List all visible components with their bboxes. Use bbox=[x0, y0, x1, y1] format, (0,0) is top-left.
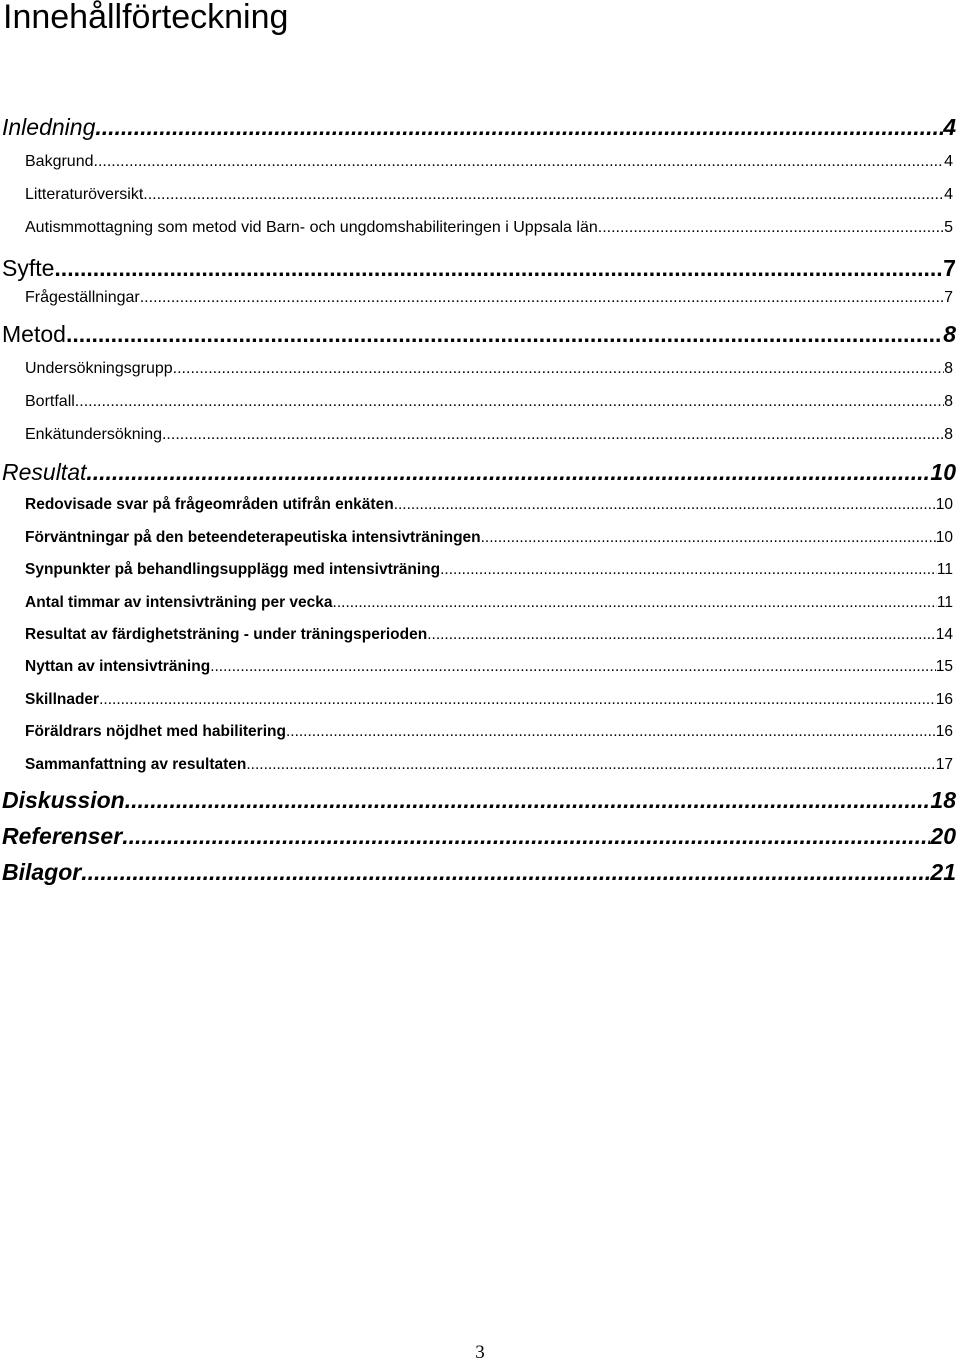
toc-dot-leader bbox=[173, 358, 944, 380]
toc-dot-leader bbox=[440, 559, 937, 581]
toc-entry-title: Skillnader bbox=[25, 691, 100, 708]
toc-entry-title: Resultat bbox=[2, 459, 87, 485]
toc-entry-fragestallningar[interactable] bbox=[25, 287, 953, 309]
toc-entry-title: Litteraturöversikt bbox=[25, 186, 144, 203]
toc-page-number: 5 bbox=[944, 219, 953, 236]
toc-page-number: 15 bbox=[935, 658, 953, 675]
toc-entry-bortfall[interactable] bbox=[25, 391, 953, 413]
toc-entry-title: Redovisade svar på frågeområden utifrån enkäten bbox=[25, 496, 394, 513]
toc-entry-title: Autismmottagning som metod vid Barn- och ungdomshabiliteringen i Uppsala län bbox=[25, 219, 598, 236]
toc-entry-bakgrund[interactable] bbox=[25, 151, 953, 173]
toc-dot-leader bbox=[210, 656, 936, 678]
toc-entry-referenser[interactable] bbox=[2, 821, 956, 851]
toc-dot-leader bbox=[481, 527, 936, 549]
toc-entry-title: Inledning bbox=[2, 114, 96, 140]
toc-page-number: 8 bbox=[944, 360, 953, 377]
toc-dot-leader bbox=[66, 319, 943, 349]
toc-entry-undersokningsgrupp[interactable] bbox=[25, 358, 953, 380]
toc-page-number: 10 bbox=[930, 459, 956, 485]
toc-page-number: 11 bbox=[936, 594, 953, 611]
toc-dot-leader bbox=[598, 217, 944, 239]
toc-entry-title: Antal timmar av intensivträning per vecka bbox=[25, 594, 333, 611]
toc-entry-foraldrars-nojdhet[interactable] bbox=[25, 721, 953, 743]
toc-page-number: 16 bbox=[935, 723, 953, 740]
toc-entry-antal-timmar[interactable] bbox=[25, 592, 953, 614]
toc-heading: Innehållförteckning bbox=[3, 0, 289, 36]
toc-entry-title: Synpunkter på behandlingsupplägg med intensivträning bbox=[25, 561, 441, 578]
toc-page-number: 17 bbox=[935, 756, 953, 773]
toc-entry-title: Syfte bbox=[2, 255, 55, 281]
toc-entry-enkatundersokning[interactable] bbox=[25, 424, 953, 446]
toc-page-number: 10 bbox=[935, 496, 953, 513]
toc-dot-leader bbox=[162, 424, 944, 446]
toc-dot-leader bbox=[54, 253, 943, 283]
toc-dot-leader bbox=[246, 754, 935, 776]
toc-dot-leader bbox=[122, 821, 930, 851]
toc-entry-autismmottagning[interactable] bbox=[25, 217, 953, 239]
toc-page-number: 8 bbox=[944, 426, 953, 443]
toc-entry-title: Resultat av färdighetsträning - under träningsperioden bbox=[25, 626, 428, 643]
toc-page-number: 21 bbox=[930, 859, 956, 885]
toc-dot-leader bbox=[286, 721, 936, 743]
toc-page-number: 20 bbox=[930, 823, 956, 849]
toc-entry-title: Enkätundersökning bbox=[25, 426, 162, 443]
toc-entry-nyttan[interactable] bbox=[25, 656, 953, 678]
toc-page-number: 8 bbox=[944, 393, 953, 410]
toc-entry-resultat-fardighetstraning[interactable] bbox=[25, 624, 953, 646]
toc-dot-leader bbox=[86, 457, 930, 487]
toc-page-number: 7 bbox=[944, 289, 953, 306]
toc-entry-syfte[interactable] bbox=[2, 253, 956, 283]
toc-entry-title: Undersökningsgrupp bbox=[25, 360, 173, 377]
toc-entry-sammanfattning[interactable] bbox=[25, 754, 953, 776]
toc-entry-title: Frågeställningar bbox=[25, 289, 140, 306]
toc-dot-leader bbox=[125, 785, 931, 815]
toc-page-number: 11 bbox=[936, 561, 953, 578]
toc-dot-leader bbox=[94, 151, 945, 173]
toc-entry-diskussion[interactable] bbox=[2, 785, 956, 815]
toc-page-number: 7 bbox=[943, 255, 956, 281]
toc-dot-leader bbox=[333, 592, 937, 614]
toc-entry-skillnader[interactable] bbox=[25, 689, 953, 711]
toc-entry-title: Sammanfattning av resultaten bbox=[25, 756, 247, 773]
toc-dot-leader bbox=[81, 857, 930, 887]
toc-dot-leader bbox=[143, 184, 944, 206]
toc-dot-leader bbox=[75, 391, 944, 413]
toc-entry-inledning[interactable] bbox=[2, 112, 956, 142]
toc-entry-title: Nyttan av intensivträning bbox=[25, 658, 211, 675]
page-number: 3 bbox=[475, 1342, 485, 1363]
toc-entry-resultat[interactable] bbox=[2, 457, 956, 487]
toc-entry-title: Bortfall bbox=[25, 393, 75, 410]
toc-entry-title: Bilagor bbox=[2, 859, 82, 885]
toc-entry-title: Bakgrund bbox=[25, 153, 94, 170]
toc-page-number: 10 bbox=[935, 529, 953, 546]
toc-entry-metod[interactable] bbox=[2, 319, 956, 349]
toc-dot-leader bbox=[99, 689, 936, 711]
toc-entry-forvantningar[interactable] bbox=[25, 527, 953, 549]
toc-entry-synpunkter[interactable] bbox=[25, 559, 953, 581]
toc-page-number: 16 bbox=[935, 691, 953, 708]
toc-entry-title: Förväntningar på den beteendeterapeutiska intensivträningen bbox=[25, 529, 481, 546]
toc-entry-title: Föräldrars nöjdhet med habilitering bbox=[25, 723, 286, 740]
toc-entry-litteraturoversikt[interactable] bbox=[25, 184, 953, 206]
toc-entry-title: Diskussion bbox=[2, 787, 125, 813]
toc-dot-leader bbox=[140, 287, 944, 309]
toc-page-number: 14 bbox=[935, 626, 953, 643]
toc-entry-title: Referenser bbox=[2, 823, 123, 849]
toc-entry-title: Metod bbox=[2, 321, 66, 347]
toc-dot-leader bbox=[427, 624, 936, 646]
toc-page-number: 8 bbox=[943, 321, 956, 347]
toc-page-number: 4 bbox=[944, 153, 953, 170]
toc-dot-leader bbox=[394, 494, 936, 516]
toc-page-number: 18 bbox=[930, 787, 956, 813]
toc-entry-bilagor[interactable] bbox=[2, 857, 956, 887]
toc-page-number: 4 bbox=[944, 186, 953, 203]
toc-entry-redovisade-svar[interactable] bbox=[25, 494, 953, 516]
toc-page-number: 4 bbox=[943, 114, 956, 140]
toc-dot-leader bbox=[95, 112, 943, 142]
